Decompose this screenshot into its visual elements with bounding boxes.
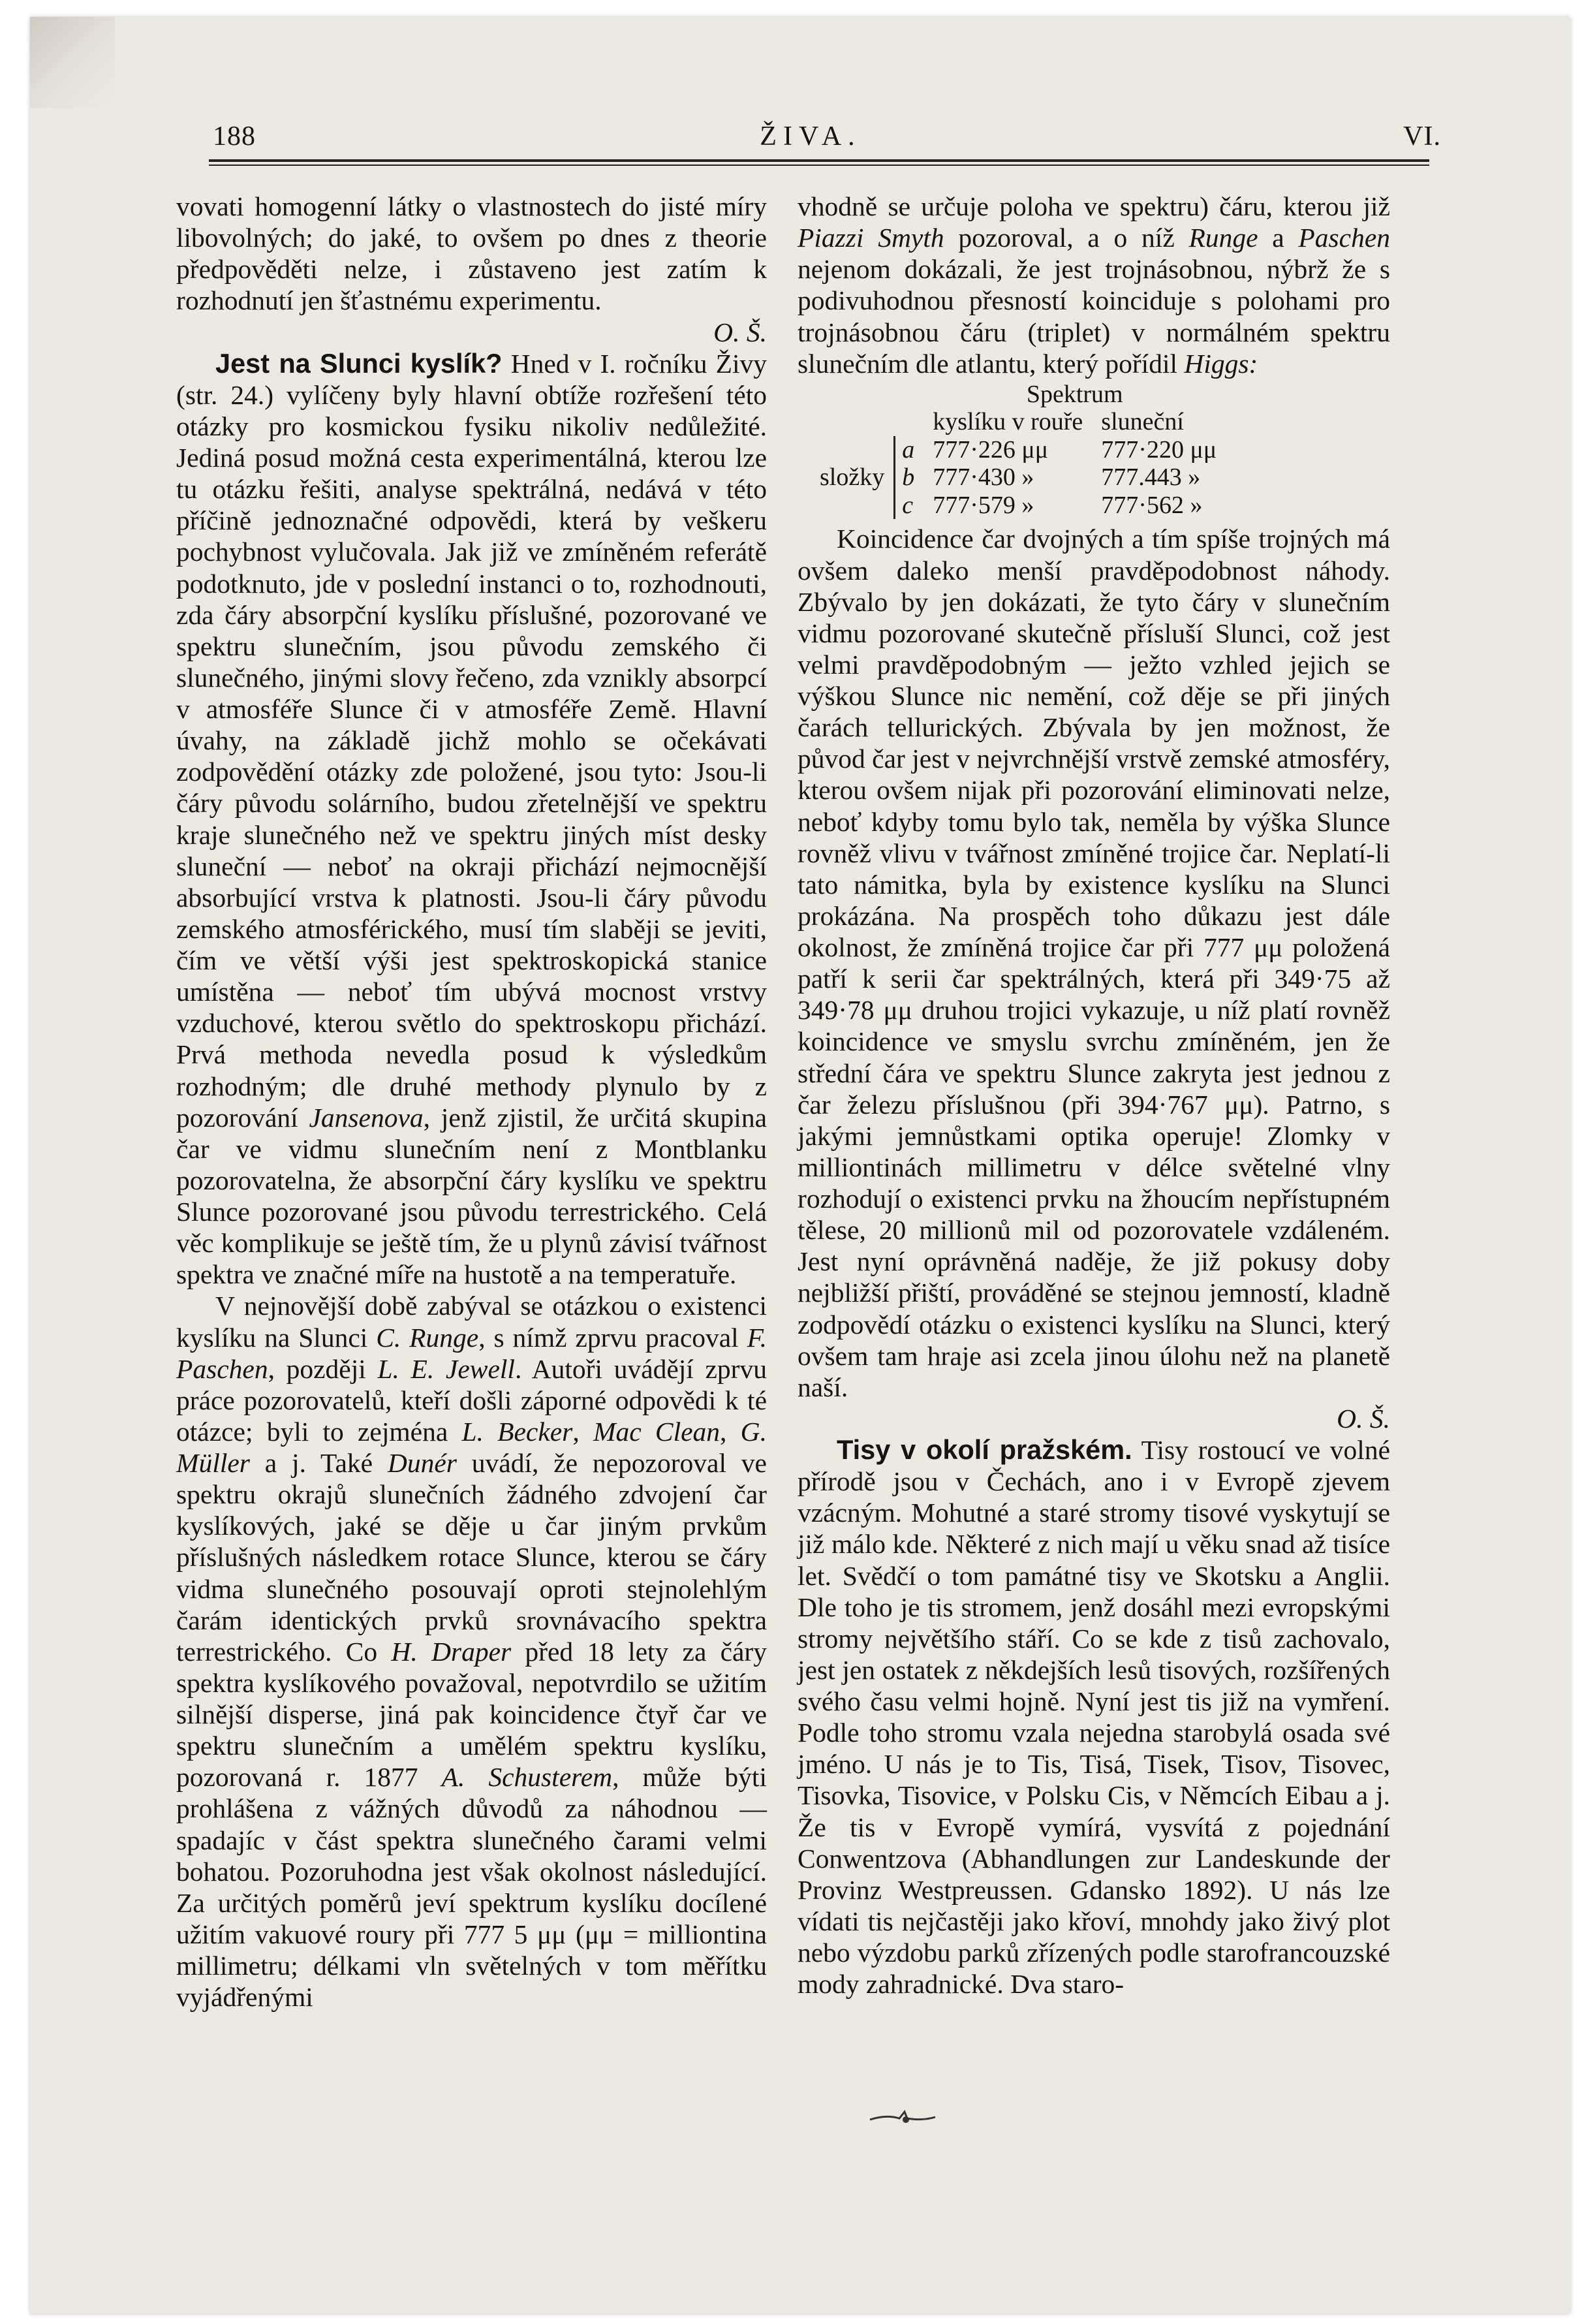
header-rule-thin [209,165,1429,166]
author-signature: O. Š. [713,317,767,347]
journal-title: ŽIVA. [760,121,861,151]
printer-ornament-icon [867,2105,938,2131]
right-column [798,191,1390,2000]
page-header [180,121,1441,160]
volume-number: VI. [1403,121,1441,151]
header-rule-thick [209,159,1429,162]
article-oxygen-sun: Jest na Slunci kyslík? Hned v I. ročníku Živy (str. 24.) vylíčeny byly hlavní obtíže rozřešení této otázky pro kosmickou fysiku nikoliv nedůležité. Jediná posud možná cesta experimentálná, kterou lze tu otázku řešiti, analyse spektrálná, nedává v této příčině jednoznačné odpovědi, která by veškeru pochybnost vylučovala. Jak již ve zmíněném referátě podotknuto, jde v poslední instanci o to, rozhodnouti, zda čáry absorpční kyslíku příslušné, pozorované ve spektru slunečním, jsou původu zemského či slunečného, jinými slovy řečeno, zda vznikly absorpcí v atmosféře Slunce či v atmosféře Země. Hlavní úvahy, na základě jichž mohlo se očekávati zodpovědění otázky zde položené, jsou tyto: Jsou-li čáry původu solárního, budou zřetelnější ve spektru kraje slunečného než ve spektru jiných míst desky sluneční — neboť na okraji přichází nejmocnější absorbující vrstva k platnosti. Jsou-li čáry původu zemského atmosférického, musí tím slaběji se jeviti, čím ve větší výši jest spektroskopická stanice umístěna — neboť tím ubývá mocnost vrstvy vzduchové, kterou světlo do spektroskopu přichází. Prvá methoda nevedla posud k výsledkům rozhodným; dle druhé methody plynulo by z pozorování Jansenova, jenž zjistil, že určitá skupina čar ve vidmu slunečním není z Montblanku pozorovatelna, že absorpční čáry kyslíku ve spektru Slunce pozorované jsou původu terrestrického. Celá věc komplikuje se ještě tím, že u plynů závisí tvářnost spektra ve značné míře na hustotě a na temperatuře. [176,347,767,1290]
left-column [176,191,767,2013]
article-title: Jest na Slunci kyslík? [215,347,503,379]
spectrum-table [811,381,1226,520]
article-title: Tisy v okolí pražském. [837,1434,1132,1466]
article-yew-trees: Tisy v okolí pražském. Tisy rostoucí ve volné přírodě jsou v Čechách, ano i v Evropě zjevem vzácným. Mohutné a staré stromy tisové vyskytují se již málo kde. Některé z nich mají u věku snad až tisíce let. Svědčí o tom památné tisy ve Skotsku a Anglii. Dle toho je tis stromem, jenž dosáhl mezi evropskými stromy největšího stáří. Co se kde z tisů zachovalo, jest jen ostatek z někdejších lesů tisových, rozšířených svého času velmi hojně. Nyní jest tis již na vymření. Podle toho stromu vzala nejedna starobylá osada své jméno. U nás je to Tis, Tisá, Tisek, Tisov, Tisovec, Tisovka, Tisovice, v Polsku Cis, v Němcích Eibau a j. Že tis v Evropě vymírá, vysvítá z pojednání Conwentzova (Abhandlungen zur Landeskunde der Provinz Westpreussen. Gdansko 1892). U nás lze vídati tis nejčastěji jako křoví, mnohdy jako živý plot nebo výzdobu parků zřízených podle starofrancouzské mody zahradnické. Dva staro- [798,1434,1390,2000]
table-row: c 777·579 » 777·562 » [811,492,1226,520]
author-signature: O. Š. [1337,1403,1390,1434]
article-paragraph: V nejnovější době zabýval se otázkou o existenci kyslíku na Slunci C. Runge, s nímž zprvu pracoval F. Paschen, později L. E. Jewell. Autoři uvádějí zprvu práce pozorovatelů, kteří došli záporné odpovědi k té otázce; byli to zejména L. Becker, Mac Clean, G. Müller a j. Také Dunér uvádí, že nepozoroval ve spektru okrajů slunečních žádného zdvojení čar kyslíkových, jaké se děje u čar jiným prvkům příslušných následkem rotace Slunce, kterou se čáry vidma slunečného posouvají oproti stejnolehlým čarám identických prvků srovnávacího spektra terrestrického. Co H. Draper před 18 lety za čáry spektra kyslíkového považoval, nepotvrdilo se užitím silnější disperse, jiná pak koincidence čtyř čar ve spektru slunečním a umělém spektru kyslíku, pozorovaná r. 1877 A. Schusterem, může býti prohlášena z vážných důvodů za náhodnou — spadajíc v část spektra slunečného čarami velmi bohatou. Pozoruhodna jest však okolnost následující. Za určitých poměrů jeví spektrum kyslíku docílené užitím vakuové roury při 777 5 μμ (μμ = milliontina millimetru; délkami vln světelných v tom měřítku vyjádřenými [176,1291,768,2013]
table-header: kyslíku v rouře [933,408,1083,436]
table-header: sluneční [1101,408,1184,436]
table-title: Spektrum [1026,380,1123,408]
article-continuation: vovati homogenní látky o vlastnostech do jisté míry libovolných; do jaké, to ovšem po dnes z theorie předpověděti nelze, i zůstaveno jest zatím k rozhodnutí jen šťastnému experimentu. [176,191,767,316]
table-row: b 777·430 » 777.443 » [811,463,1226,492]
page-number: 188 [213,121,256,151]
article-paragraph: Koincidence čar dvojných a tím spíše trojných má ovšem daleko menší pravděpodobnost náhody. Zbývalo by jen dokázati, že tyto čáry v slunečním vidmu pozorované skutečně přísluší Slunci, což jest velmi pravděpodobným — ježto vzhled jejich se výškou Slunce nic nemění, což děje se při jiných čarách tellurických. Zbývala by jen možnost, že původ čar jest v nejvrchnější vrstvě zemské atmosféry, kterou ovšem nijak při pozorování eliminovati nelze, neboť kdyby tomu bylo tak, neměla by výška Slunce rovněž vlivu v tvářnost zmíněné trojice čar. Neplatí-li tato námitka, byla by existence kyslíku na Slunci prokázána. Na prospěch toho důkazu jest dále okolnost, že zmíněná trojice čar při 777 μμ položená patří k serii čar spektrálných, která při 349·75 až 349·78 μμ druhou trojici vykazuje, u níž platí rovněž koincidence ve smyslu svrchu zmíněném, jen že střední čára ve spektru Slunce zakryta jest jednou z čar železu příslušnou (při 394·767 μμ). Patrno, s jakými jemnůstkami optika operuje! Zlomky v milliontinách millimetru v délce světelné vlny rozhodují o existenci prvku na žhoucím nepřístupném tělese, 20 millionů mil od pozorovatele vzdáleném. Jest nyní oprávněná naděje, že již pokusy doby nejbližší přiští, prováděné se stejnou jemností, kladně zodpovědí otázku o existenci kyslíku na Slunci, který ovšem tam hraje asi zcela jinou úlohu než na planetě naší. [798,524,1390,1402]
row-label: složky [820,463,885,492]
table-row: složky a 777·226 μμ 777·220 μμ [811,436,1226,464]
article-paragraph: vhodně se určuje poloha ve spektru) čáru, kterou již Piazzi Smyth pozoroval, a o níž Runge a Paschen nejenom dokázali, že jest trojnásobnou, nýbrž že s podivuhodnou přesností koinciduje s polohami pro trojnásobnou čáru (triplet) v normálném spektru slunečním dle atlantu, který pořídil Higgs: [798,191,1390,379]
